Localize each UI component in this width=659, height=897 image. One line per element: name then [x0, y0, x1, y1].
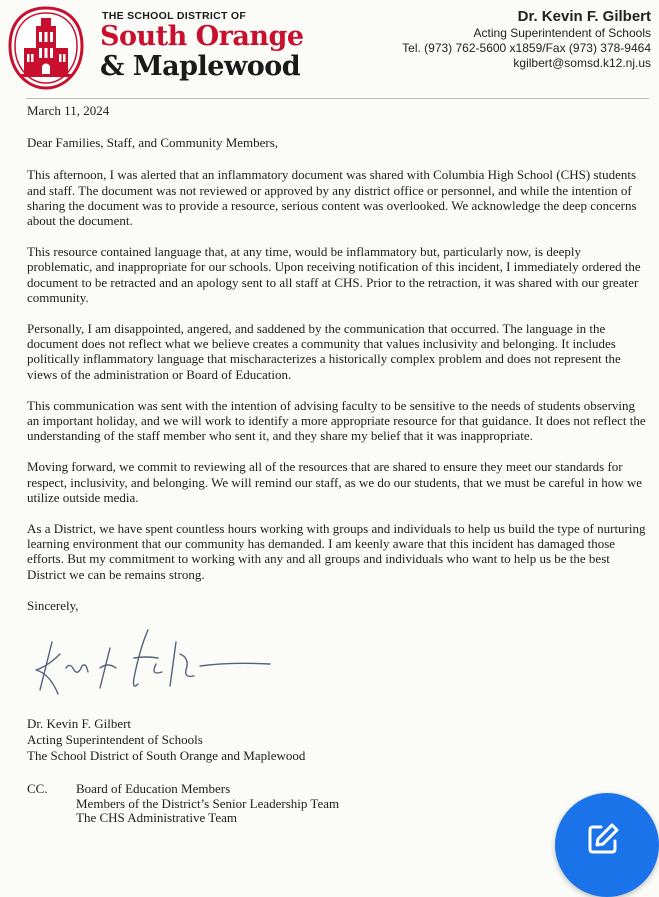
cc-label: CC. [27, 781, 48, 796]
letter-closing: Sincerely, [27, 597, 79, 613]
letter-paragraph: Moving forward, we commit to reviewing all of the resources that are shared to ensure they meet our standards for respect, inclusivity, and belonging. We will remind our staff, as we do our students, that we must be careful in how we utilize outside media. [27, 459, 642, 505]
sender-phone: Tel. (973) 762-5600 x1859/Fax (973) 378-9464 [402, 41, 651, 55]
district-name-maplewood: & Maplewood [100, 51, 301, 82]
letter-paragraph: As a District, we have spent countless hours working with groups and individuals to help us build the type of nurturing learning environment that our community has demanded. I am keenly aware that this incident has damaged those efforts. But my commitment to working with any and all groups and individuals who want to help us be the best District we can be remains strong. [27, 521, 646, 582]
signature-name: Dr. Kevin F. Gilbert [27, 716, 132, 731]
sender-title: Acting Superintendent of Schools [473, 26, 651, 40]
cc-list [76, 782, 339, 826]
signature-title: Acting Superintendent of Schools [27, 732, 203, 747]
letter-date: March 11, 2024 [27, 103, 110, 118]
letter-body [27, 103, 649, 629]
cc-item: Members of the District’s Senior Leadership Team [76, 795, 340, 811]
district-name-south-orange: South Orange [100, 21, 304, 52]
letter-greeting: Dear Families, Staff, and Community Members, [27, 135, 279, 151]
header-divider [26, 98, 649, 99]
district-name-small: THE SCHOOL DISTRICT OF [102, 10, 247, 22]
cc-item: The CHS Administrative Team [76, 810, 237, 825]
cc-item: Board of Education Members [76, 781, 231, 796]
sender-name: Dr. Kevin F. Gilbert [517, 8, 651, 25]
letterhead-contact [402, 8, 651, 71]
signature-org: The School District of South Orange and Maplewood [27, 748, 306, 763]
letter-paragraph: This afternoon, I was alerted that an inflammatory document was shared with Columbia High School (CHS) students and staff. The document was not reviewed or approved by any district office or personnel, and while the intention of sharing the document was to provide a resource, serious content was overlooked. We acknowledge the deep concerns about the document. [27, 167, 637, 229]
letter-paragraph: This communication was sent with the intention of advising faculty to be sensitive to the needs of students observing an important holiday, and we will work to identify a more appropriate resource for that guidance. It does not reflect the understanding of the staff member who sent it, and they share my belief that it was inappropriate. [27, 397, 646, 444]
sender-email: kgilbert@somsd.k12.nj.us [513, 56, 651, 70]
signature-block [27, 716, 305, 764]
letter-paragraph: This resource contained language that, at any time, would be inflammatory but, particularly now, is deeply problematic, and inappropriate for our schools. Upon receiving notification of this incident, I immediately ordered the document to be retracted and an apology sent to all staff at CHS. Prior to the retraction, it was shared with our greater community. [27, 244, 641, 305]
edit-icon [585, 821, 621, 857]
district-logo [8, 6, 84, 90]
handwritten-signature [30, 618, 280, 700]
compose-fab-button[interactable] [555, 793, 659, 897]
letter-paragraph: Personally, I am disappointed, angered, and saddened by the communication that occurred. The language in the document does not reflect what we believe creates a community that values inclusivity and belonging. It includes politically inflammatory language that mischaracterizes a historically complex problem and does not represent the views of the administration or Board of Education. [27, 321, 621, 382]
